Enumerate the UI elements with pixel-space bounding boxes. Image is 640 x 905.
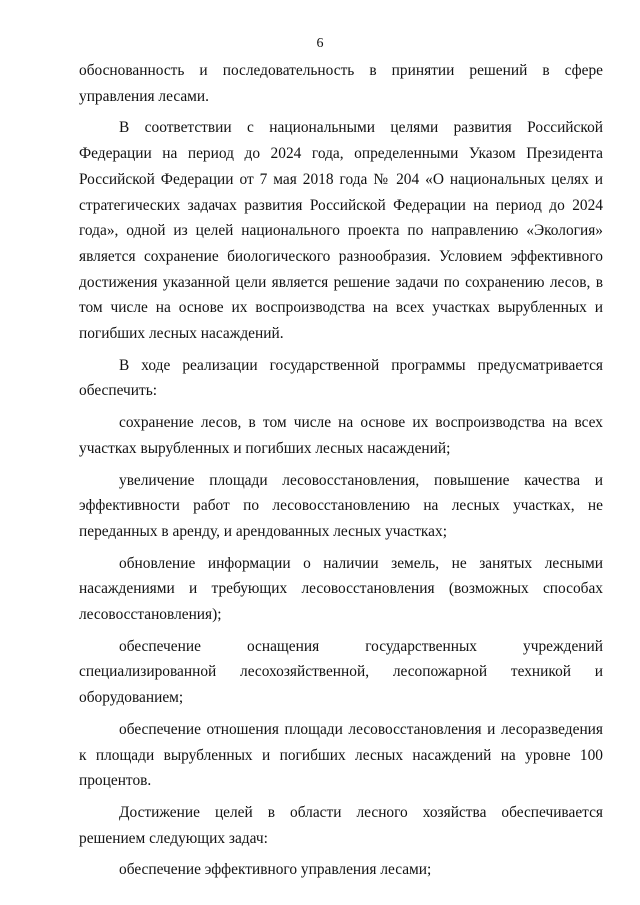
document-body [79,58,603,889]
paragraph-national-goals: В соответствии с национальными целями развития Российской Федерации на период до 2024 года, определенными Указом Президента Российской Федерации от 7 мая 2018 года № 204 «О национальных целях и стратегических задачах развития Российской Федерации на период до 2024 года», одной из целей национального проекта по направлению «Экология» является сохранение биологического разнообразия. Условием эффективного достижения указанной цели является решение задачи по сохранению лесов, в том числе на основе их воспроизводства на всех участках вырубленных и погибших лесных насаждений. [79,119,603,343]
list-item-reforestation-ratio: обеспечение отношения площади лесовосстановления и лесоразведения к площади вырубленных и погибших лесных насаждений на уровне 100 процентов. [79,720,603,790]
list-item-land-information: обновление информации о наличии земель, не занятых лесными насаждениями и требующих лесовосстановления (возможных способах лесовосстановления); [79,554,603,624]
list-item-reforestation-increase: увеличение площади лесовосстановления, повышение качества и эффективности работ по лесовосстановлению на лесных участках, не переданных в аренду, и арендованных лесных участках; [79,471,603,540]
list-item-equipment: обеспечение оснащения государственных учреждений специализированной лесохозяйственной, лесопожарной техникой и оборудованием; [79,637,603,707]
list-item-effective-management: обеспечение эффективного управления лесами; [119,861,432,879]
page-number: 6 [316,36,324,51]
paragraph-goals-achievement: Достижение целей в области лесного хозяйства обеспечивается решением следующих задач: [79,803,603,847]
paragraph-program-provides: В ходе реализации государственной программы предусматривается обеспечить: [79,356,603,400]
list-item-forest-preservation: сохранение лесов, в том числе на основе их воспроизводства на всех участках вырубленных и погибших лесных насаждений; [79,414,603,457]
paragraph-continuation: обоснованность и последовательность в принятии решений в сфере управления лесами. [79,62,603,105]
